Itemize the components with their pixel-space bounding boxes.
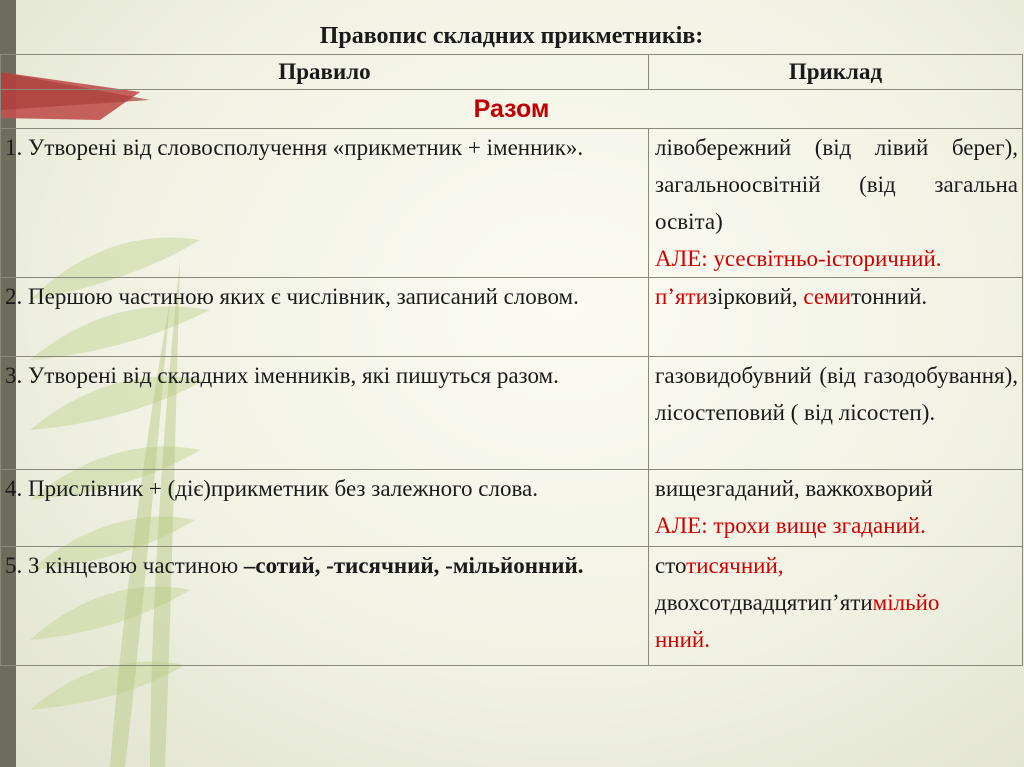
rule-cell [1,547,649,666]
table-row [1,129,1023,278]
exception-note: АЛЕ: трохи вище згаданий. [655,513,926,538]
highlight-part: п’яти [655,284,708,309]
example-cell [649,470,1023,547]
rule-cell: 3. Утворені від складних іменників, які пишуться разом. [1,357,649,470]
rule-cell: 2. Першою частиною яких є числівник, записаний словом. [1,278,649,357]
column-header-rule: Правило [1,55,649,90]
example-cell [649,278,1023,357]
table-row [1,278,1023,357]
highlight-part: мільйо [872,590,940,615]
table-row [1,357,1023,470]
example-text: тонний. [850,284,928,309]
highlight-part: семи [803,284,851,309]
example-text: лівобережний (від лівий берег), загальноосвітній (від загальна освіта) [655,135,1018,234]
rule-suffixes: –сотий, -тисячний, -мільйонний. [243,553,584,578]
example-cell: газовидобувний (від газодобування), лісостеповий ( від лісостеп). [649,357,1023,470]
example-text: двохсотдвадцятип’яти [655,590,873,615]
highlight-part: тисячний, [686,553,784,578]
table-row [1,547,1023,666]
example-cell [649,547,1023,666]
section-heading: Разом [1,90,1023,129]
example-text: зірковий, [707,284,804,309]
highlight-part: нний. [655,627,710,652]
table-title: Правопис складних прикметників: [1,18,1023,55]
table-row [1,470,1023,547]
rule-cell: 4. Прислівник + (діє)прикметник без залежного слова. [1,470,649,547]
example-text: вищезгаданий, важкохворий [655,476,933,501]
example-cell [649,129,1023,278]
rule-text: 5. З кінцевою частиною [5,553,244,578]
example-text: сто [655,553,687,578]
spelling-rules-table [0,18,1023,666]
rule-cell: 1. Утворені від словосполучення «прикметник + іменник». [1,129,649,278]
exception-note: АЛЕ: усесвітньо-історичний. [655,246,942,271]
column-header-example: Приклад [649,55,1023,90]
